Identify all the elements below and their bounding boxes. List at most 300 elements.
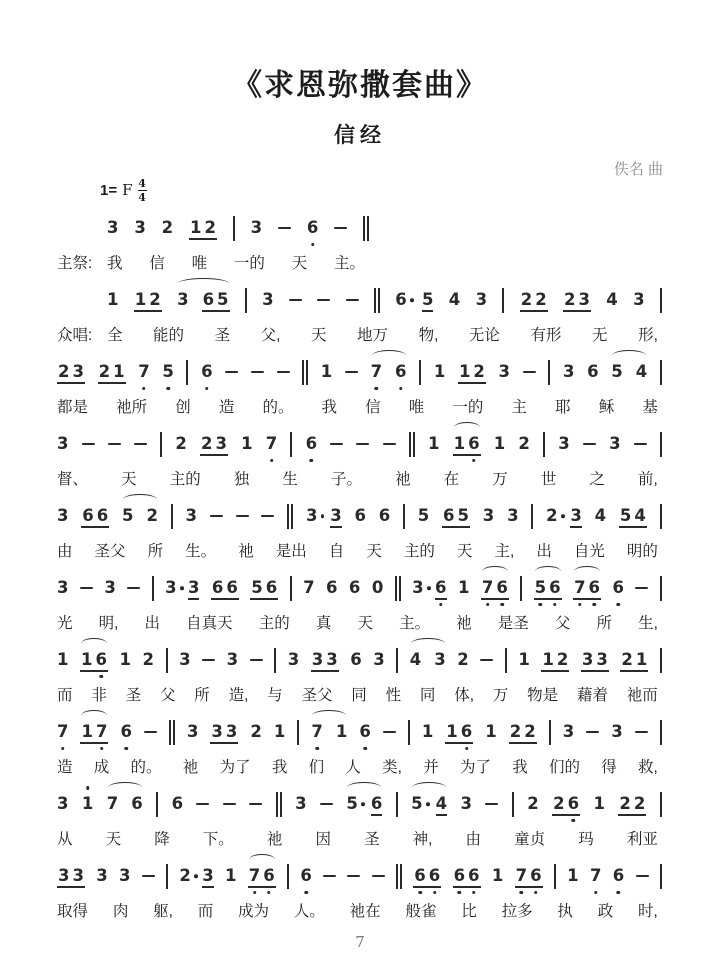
beam-group [453,434,481,454]
lyric-syllable: 祂 [182,759,199,776]
lyric-syllable: 由 [57,543,73,560]
note-digit: 2 [546,506,558,525]
notes-row [107,285,662,315]
note-digit: 6 [171,794,184,813]
beam-group [515,866,543,886]
double-barline [302,360,308,385]
note-digit: 6 [96,506,109,525]
note-digit: 3 [107,218,119,237]
note-digit: 6 [82,506,94,525]
note [82,794,93,814]
duration-dash [223,803,236,805]
note-digit: 1 [81,650,93,669]
note-digit: 3 [475,290,488,309]
duration-dash [277,371,290,373]
note [187,722,198,742]
barline [171,504,173,529]
lyric-syllable: 造 [218,399,235,416]
slur-group [107,794,143,814]
note [120,722,131,742]
lyric-syllable: 父 [554,615,571,632]
lyric-syllable: 主。 [333,255,365,272]
note-digit: 2 [179,866,191,885]
note-digit: 6 [435,578,447,597]
duration-dash [289,299,302,301]
note-digit: 6 [378,506,391,525]
duration-dash [634,443,647,445]
note-digit: 3 [611,722,623,741]
lyrics-row [57,755,662,776]
duration-dash [635,731,648,733]
note [212,578,223,598]
note [349,578,360,598]
note [476,290,487,310]
note-digit: 1 [446,722,458,741]
note-digit: 2 [509,722,522,741]
note-digit: 3 [596,650,608,669]
note [81,722,92,742]
double-barline [374,288,380,313]
lyric-syllable: 子。 [330,471,362,488]
barline [502,288,504,313]
lyric-syllable: 为了 [219,759,251,776]
lyric-syllable: 出 [536,543,552,560]
lyric-syllable: 唯 [191,255,208,272]
note-digit: 6 [468,434,480,453]
note [468,866,479,886]
barline [156,792,158,817]
lyrics [57,539,662,560]
note-digit: 2 [175,434,187,453]
note-digit: 5 [619,506,632,525]
lyric-syllable: 独 [233,471,250,488]
note-digit: 1 [635,650,648,669]
note [510,722,521,742]
notes-row [57,573,662,603]
duration-dash [127,587,140,589]
note [201,362,212,382]
lyrics [57,395,662,416]
note-digit: 7 [106,794,119,813]
note [473,362,484,382]
lyric-syllable: 我 [107,255,123,272]
note-digit: 3 [305,506,318,525]
note [418,506,429,526]
lyric-syllable: 的。 [130,759,162,776]
lyrics [57,683,662,704]
note-digit: 6 [306,218,319,237]
note-digit: 1 [224,866,237,885]
note-digit: 1 [567,866,579,885]
note [412,578,423,598]
note-digit: 3 [58,866,70,885]
barline [531,504,533,529]
lyric-syllable: 非 [91,687,107,704]
lyric-syllable: 我 [321,399,338,416]
lyric-syllable: 地万 [357,327,389,344]
lyrics [57,755,662,776]
note-digit: 3 [633,290,645,309]
low-octave-dot [375,387,379,391]
duration-dash [249,803,262,805]
lyrics-row [57,539,662,560]
duration-dash [278,227,291,229]
note [204,218,215,238]
low-octave-dot [99,675,103,679]
lyric-syllable: 生。 [185,543,217,560]
note-digit: 5 [534,578,547,597]
note-digit: 4 [635,362,648,381]
note-digit: 3 [482,506,495,525]
slur-group [346,794,382,814]
beam-group [80,722,108,742]
note [518,434,529,454]
note-digit: 3 [185,506,198,525]
note-digit: 6 [354,506,366,525]
note-digit: 3 [202,866,214,885]
slur-group [411,794,447,814]
lyric-syllable: 全 [107,327,123,344]
barline [403,504,405,529]
note-digit: 2 [142,650,155,669]
duration-dash [480,659,493,661]
note-digit: 1 [134,290,147,309]
note [457,650,468,670]
low-octave-dot [617,891,621,895]
note [530,866,541,886]
slur-group [573,578,601,598]
low-octave-dot [572,819,576,823]
note [250,722,261,742]
note [147,506,158,526]
lyric-syllable: 世 [540,471,557,488]
note [107,290,118,310]
note-digit: 0 [371,578,384,597]
augmentation-dot [561,514,565,518]
note-digit: 3 [134,218,146,237]
note-digit: 5 [162,362,174,381]
note-digit: 6 [370,794,383,813]
barline [287,864,289,889]
note-digit: 3 [434,650,446,669]
note [527,794,538,814]
lyric-syllable: 祂 [456,615,472,632]
note-digit: 1 [493,434,506,453]
lyric-syllable: 万 [492,687,509,704]
note [496,578,507,598]
lyric-syllable: 天 [357,615,373,632]
lyric-syllable: 真 [315,615,332,632]
note [57,794,68,814]
note [225,866,236,886]
note [131,794,142,814]
lyric-syllable: 下。 [202,831,234,848]
note-digit: 3 [558,434,570,453]
note [72,866,83,886]
lyric-syllable: 与 [267,687,283,704]
beam-group [520,290,548,310]
low-octave-dot [458,891,462,895]
beam-group [619,506,647,526]
note-digit: 3 [57,506,69,525]
double-barline [395,576,401,601]
note [172,794,183,814]
lyrics-row [57,899,662,920]
slur-group [177,290,229,310]
lyrics [57,899,662,920]
note [570,506,581,526]
duration-dash [250,659,263,661]
beam-group [413,866,441,886]
note-digit: 6 [443,506,455,525]
note-digit: 2 [58,362,70,381]
lyric-syllable: 童贞 [514,831,546,848]
note-digit: 4 [448,290,461,309]
note [251,218,262,238]
note-digit: 1 [458,362,471,381]
note [535,290,546,310]
note [443,506,454,526]
note-digit: 1 [189,218,202,237]
augmentation-dot [426,802,430,806]
lyric-syllable: 主, [494,543,515,560]
note-digit: 2 [524,722,536,741]
note-digit: 1 [273,722,286,741]
lyric-syllable: 我 [512,759,528,776]
notes-row [57,717,662,747]
music-line [57,645,662,704]
lyric-syllable: 光 [57,615,73,632]
lyric-syllable: 是圣 [497,615,529,632]
lyric-syllable: 在 [443,471,460,488]
lyric-syllable: 降 [154,831,170,848]
note [596,650,607,670]
note-digit: 6 [348,578,361,597]
note-digit: 1 [421,722,434,741]
note-digit: 6 [131,794,143,813]
note [458,578,469,598]
time-upper: 4 [138,176,146,190]
note [307,218,318,238]
note [633,290,644,310]
note [134,218,145,238]
note [507,506,518,526]
lyric-syllable: 生, [638,615,658,632]
note [57,650,68,670]
duration-dash [586,731,599,733]
lyrics [107,323,662,344]
augmentation-dot [180,586,184,590]
slur-group [371,362,407,382]
lyric-syllable: 前, [638,471,658,488]
slur-group [311,722,347,742]
note-digit: 5 [122,506,134,525]
note [122,506,133,526]
note [634,506,645,526]
lyric-syllable: 天 [456,543,473,560]
note [459,362,470,382]
note-digit: 1 [241,434,253,453]
duration-dash [196,803,209,805]
low-octave-dot [439,603,443,607]
lyrics [57,611,662,632]
note-digit: 4 [594,506,607,525]
note [578,290,589,310]
note-digit: 1 [453,434,466,453]
lyric-syllable: 救, [638,759,658,776]
beam-group [442,506,470,526]
note-digit: 5 [611,362,623,381]
lyric-syllable: 执 [557,903,573,920]
note [574,578,585,598]
duration-dash [317,299,330,301]
note-digit: 6 [460,722,473,741]
note-digit: 1 [107,290,119,309]
note-digit: 1 [485,722,497,741]
low-octave-dot [310,459,314,463]
note-digit: 7 [248,866,261,885]
note-digit: 3 [373,650,385,669]
note [518,650,529,670]
note-digit: 1 [119,650,131,669]
lyric-syllable: 耶 [555,399,571,416]
note-digit: 2 [473,362,485,381]
time-lower: 4 [138,190,146,204]
note [483,506,494,526]
note [371,362,382,382]
note [446,722,457,742]
note-digit: 6 [359,722,371,741]
key-letter: F [122,181,133,199]
note [454,434,465,454]
lyrics-row [57,827,662,848]
note [226,722,237,742]
note [120,650,131,670]
lyric-syllable: 祂所 [116,399,148,416]
note [300,866,311,886]
note [295,794,306,814]
barline [396,648,398,673]
lyric-syllable: 为了 [459,759,491,776]
music-line [57,213,369,272]
lyric-syllable: 祂 [395,471,411,488]
note-digit: 5 [417,506,430,525]
lyric-syllable: 祂 [266,831,283,848]
duration-dash [134,443,147,445]
beam-group [80,650,108,670]
note [203,290,214,310]
low-octave-dot [472,459,476,463]
note-digit: 3 [211,722,223,741]
note-digit: 6 [395,290,407,309]
lyric-syllable: 创 [175,399,191,416]
lyric-syllable: 同 [351,687,367,704]
lyric-syllable: 得 [601,759,617,776]
note [179,650,190,670]
note [138,362,149,382]
note [429,866,440,886]
low-octave-dot [363,747,367,751]
slur-group [80,650,108,670]
lyric-syllable: 成 [93,759,110,776]
note [303,578,314,598]
note [422,290,433,310]
double-barline [287,504,293,529]
note [542,650,553,670]
note-digit: 2 [621,650,633,669]
note-digit: 6 [395,362,407,381]
note-digit: 2 [204,218,216,237]
note [395,362,406,382]
slur-group [248,866,276,886]
duration-dash [82,443,95,445]
lyric-syllable: 自光 [573,543,605,560]
note-digit: 6 [588,578,601,597]
barline [660,576,662,601]
note-digit: 1 [518,650,530,669]
note [346,794,357,814]
note [330,506,341,526]
note [241,434,252,454]
role-label: 众唱: [57,327,93,344]
note [96,722,107,742]
note-digit: 7 [481,578,494,597]
note [175,434,186,454]
note-digit: 6 [120,722,132,741]
low-octave-dot [267,891,271,895]
lyric-syllable: 取得 [57,903,89,920]
note-digit: 3 [287,650,300,669]
note-digit: 6 [587,362,599,381]
lyric-syllable: 圣父 [301,687,333,704]
augmentation-dot [410,298,414,302]
lyric-syllable: 万 [492,471,508,488]
note [58,362,69,382]
barline [274,648,276,673]
music-line [57,789,662,848]
duration-dash [261,515,274,517]
low-octave-dot [253,891,257,895]
lyric-syllable: 造 [57,759,73,776]
barline [166,648,168,673]
low-octave-dot [399,387,403,391]
note-digit: 6 [226,578,238,597]
note-digit: 3 [250,218,263,237]
lyric-syllable: 一的 [233,255,265,272]
note [227,650,238,670]
barline [660,648,662,673]
note-digit: 3 [295,794,307,813]
note-digit: 6 [263,866,275,885]
note-digit: 4 [409,650,422,669]
lyric-syllable: 祂在 [349,903,381,920]
note-digit: 2 [518,434,530,453]
beam-group [620,650,648,670]
duration-dash [236,515,249,517]
note-digit: 3 [72,362,84,381]
note [57,722,68,742]
low-octave-dot [472,891,476,895]
barline [520,576,522,601]
note [613,866,624,886]
note-digit: 1 [491,866,504,885]
low-octave-dot [142,387,146,391]
barline [297,720,299,745]
note [449,290,460,310]
beam-group [458,362,486,382]
role-label: 主祭: [57,255,93,272]
duration-dash [383,731,396,733]
